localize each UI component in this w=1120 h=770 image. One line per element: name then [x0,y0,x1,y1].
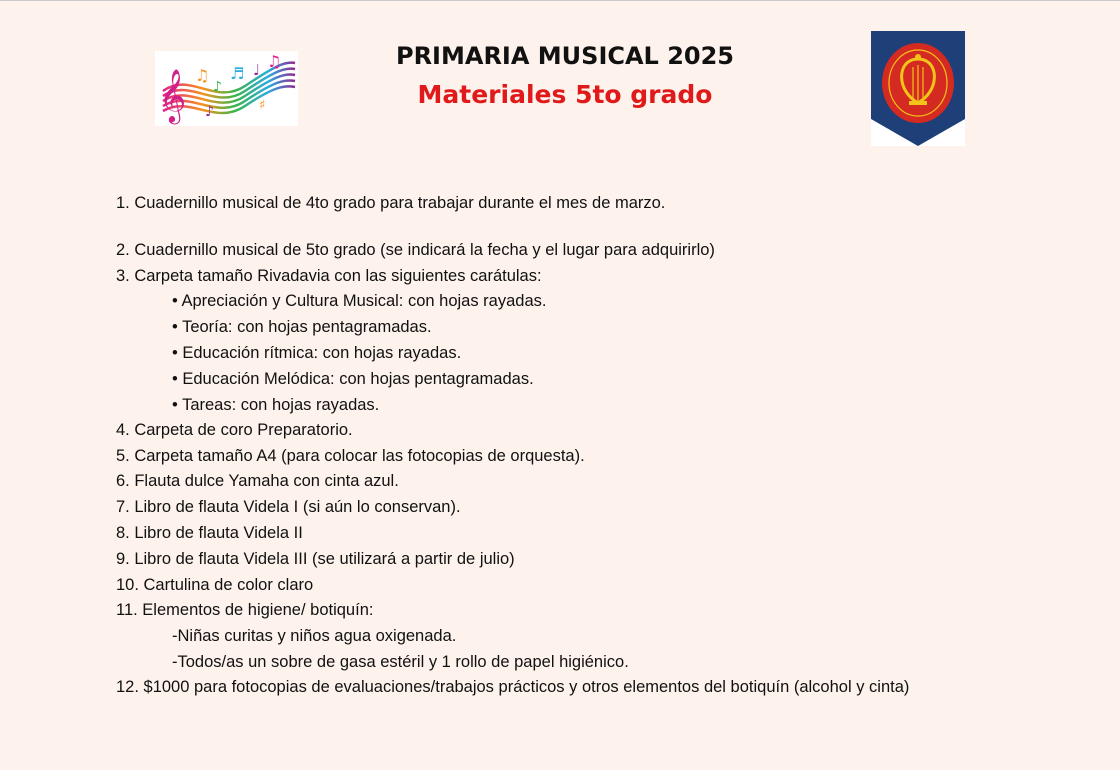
list-item: 10. Cartulina de color claro [116,576,314,594]
list-item: 8. Libro de flauta Videla II [116,524,303,542]
svg-text:♪: ♪ [205,104,214,120]
svg-text:♬: ♬ [230,64,245,83]
list-subitem: • Teoría: con hojas pentagramadas. [172,318,432,336]
svg-text:♫: ♫ [195,66,210,85]
list-item: 1. Cuadernillo musical de 4to grado para trabajar durante el mes de marzo. [116,194,666,212]
svg-text:♫: ♫ [267,52,282,71]
list-subitem: • Apreciación y Cultura Musical: con hojas rayadas. [172,292,547,310]
svg-text:♯: ♯ [259,98,266,113]
list-item: 9. Libro de flauta Videla III (se utilizará a partir de julio) [116,550,515,568]
page-subtitle: Materiales 5to grado [417,80,713,109]
list-subitem: -Niñas curitas y niños agua oxigenada. [172,627,457,645]
list-subitem: • Educación rítmica: con hojas rayadas. [172,344,462,362]
list-subitem: -Todos/as un sobre de gasa estéril y 1 rollo de papel higiénico. [172,653,629,671]
svg-text:♩: ♩ [253,61,261,79]
svg-text:𝄞: 𝄞 [159,68,187,122]
list-subitem: • Tareas: con hojas rayadas. [172,396,380,414]
list-item: 3. Carpeta tamaño Rivadavia con las siguientes carátulas: [116,267,542,285]
list-item: 12. $1000 para fotocopias de evaluaciones/trabajos prácticos y otros elementos del botiquín (alcohol y cinta) [116,678,910,696]
list-item: 5. Carpeta tamaño A4 (para colocar las fotocopias de orquesta). [116,447,585,465]
list-item: 6. Flauta dulce Yamaha con cinta azul. [116,472,399,490]
page-title: PRIMARIA MUSICAL 2025 [395,42,734,70]
list-item: 2. Cuadernillo musical de 5to grado (se indicará la fecha y el lugar para adquirirlo) [116,241,715,259]
list-item: 7. Libro de flauta Videla I (si aún lo conservan). [116,498,461,516]
list-subitem: • Educación Melódica: con hojas pentagramadas. [172,370,534,388]
list-item: 4. Carpeta de coro Preparatorio. [116,421,353,439]
list-item: 11. Elementos de higiene/ botiquín: [116,601,374,619]
svg-text:♪: ♪ [213,79,222,95]
